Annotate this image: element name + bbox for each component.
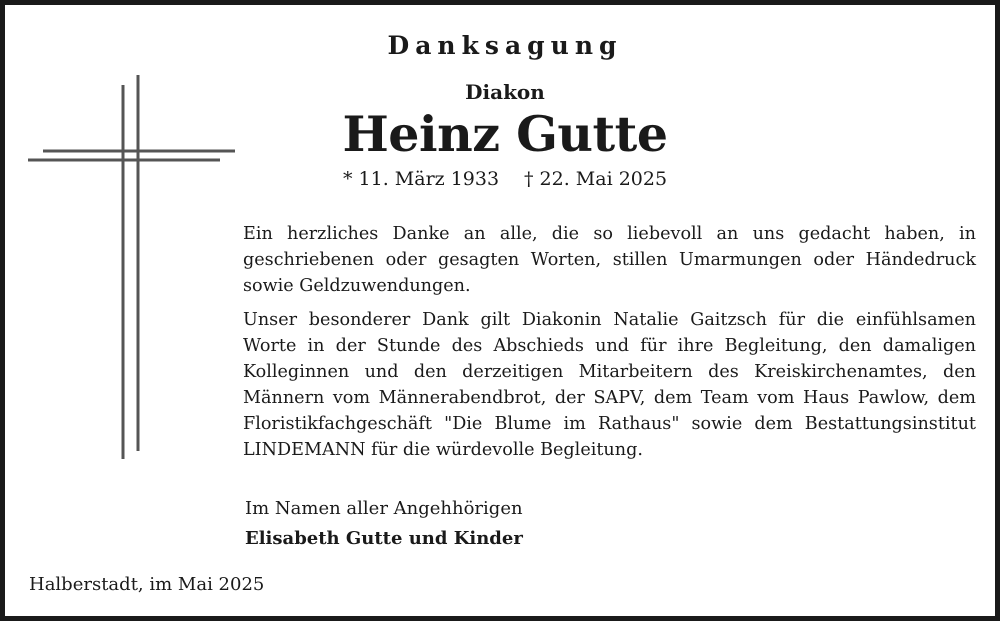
deceased-title: Diakon xyxy=(465,80,545,104)
signature-names: Elisabeth Gutte und Kinder xyxy=(245,528,523,549)
cross-icon xyxy=(25,73,240,465)
paragraph-thanks: Ein herzliches Danke an alle, die so liebevoll an uns gedacht haben, in geschriebenen oder gesagten Worten, stillen Umarmungen oder Händedruck sowie Geldzuwendungen. xyxy=(243,224,976,296)
place-date: Halberstadt, im Mai 2025 xyxy=(29,574,265,595)
signature-line: Im Namen aller Angehhörigen xyxy=(245,498,523,519)
thank-you-text xyxy=(243,221,976,463)
birth-date: * 11. März 1933 xyxy=(343,168,500,190)
deceased-name: Heinz Gutte xyxy=(342,105,668,163)
life-dates xyxy=(343,166,683,192)
heading: Danksagung xyxy=(387,31,623,60)
signature-block xyxy=(245,494,523,554)
paragraph-special-thanks: Unser besonderer Dank gilt Diakonin Natalie Gaitzsch für die einfühlsamen Worte in der Stunde des Abschieds und für ihre Begleitung, den damaligen Kolleginnen und den derzeitigen Mitarbeitern des Kreiskirchenamtes, den Männern vom Männerabendbrot, der SAPV, dem Team vom Haus Pawlow, dem Floristikfachgeschäft "Die Blume im Rathaus" sowie dem Bestattungsinstitut LINDEMANN für die würdevolle Begleitung. xyxy=(243,310,976,460)
death-date: † 22. Mai 2025 xyxy=(524,168,668,190)
